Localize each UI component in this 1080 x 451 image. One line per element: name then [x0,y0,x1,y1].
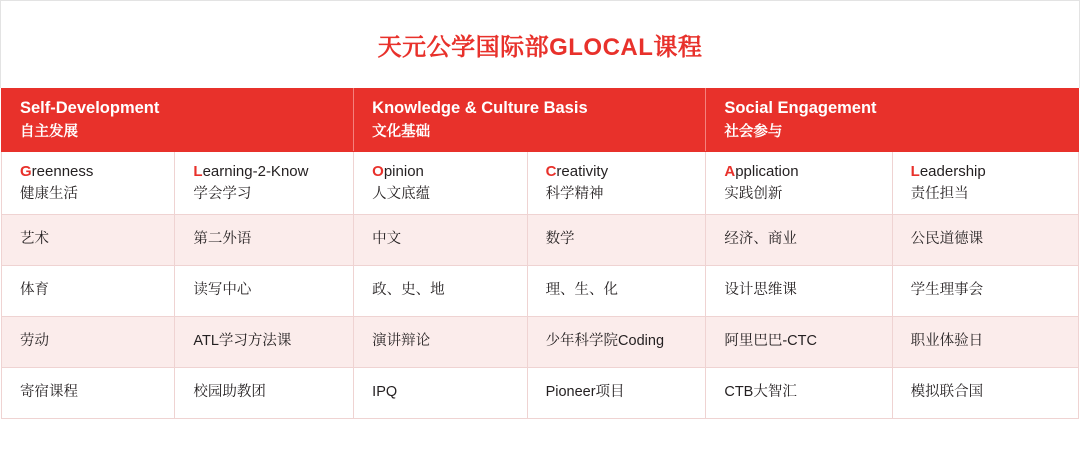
pillar-leadership [892,152,1078,215]
group-header-social-engagement [706,89,1079,152]
group-header-row [2,89,1079,152]
course-cell: 第二外语 [175,215,354,266]
course-cell: 设计思维课 [706,266,892,317]
group-header-en: Self-Development [20,98,160,117]
course-cell: 政、史、地 [354,266,527,317]
pillar-learning-2-know [175,152,354,215]
course-cell: 职业体验日 [892,317,1078,368]
pillar-initial: C [545,162,557,180]
course-cell: 数学 [527,215,706,266]
table-row [2,266,1079,317]
pillar-initial: G [20,162,32,180]
pillar-rest: eadership [919,162,986,180]
course-cell: 公民道德课 [892,215,1078,266]
course-cell: 校园助教团 [175,368,354,419]
course-cell: CTB大智汇 [706,368,892,419]
table-row [2,368,1079,419]
course-cell: ATL学习方法课 [175,317,354,368]
course-cell: Pioneer项目 [527,368,706,419]
pillar-en [546,161,688,183]
course-cell: 学生理事会 [892,266,1078,317]
pillar-rest: pinion [383,162,424,180]
pillar-en [193,161,335,183]
group-header-knowledge-culture-basis [354,89,706,152]
pillar-initial: L [193,162,203,180]
title-band [0,0,1080,88]
curriculum-table [1,88,1079,419]
pillar-zh: 科学精神 [545,186,604,203]
pillar-rest: reativity [556,162,609,180]
course-cell: 模拟联合国 [892,368,1078,419]
course-cell: 中文 [354,215,527,266]
pillar-en [724,161,873,183]
course-cell: 演讲辩论 [354,317,527,368]
course-cell: 艺术 [2,215,175,266]
pillar-application [706,152,892,215]
pillar-zh: 人文底蕴 [372,186,431,203]
pillar-initial: L [910,162,920,180]
course-cell: 少年科学院Coding [527,317,706,368]
pillar-rest: earning-2-Know [202,162,309,180]
group-header-zh: 自主发展 [20,124,78,141]
group-header-en: Knowledge & Culture Basis [372,98,588,117]
pillar-rest: reenness [31,162,94,180]
table-row [2,215,1079,266]
course-cell: 寄宿课程 [2,368,175,419]
course-cell: 理、生、化 [527,266,706,317]
pillar-rest: pplication [735,162,799,180]
pillar-zh: 责任担当 [910,186,969,203]
course-cell: 读写中心 [175,266,354,317]
course-cell: 经济、商业 [706,215,892,266]
course-cell: 体育 [2,266,175,317]
group-header-zh: 文化基础 [372,124,431,141]
table-row [2,317,1079,368]
course-cell: 劳动 [2,317,175,368]
course-cell: 阿里巴巴-CTC [706,317,892,368]
pillar-greenness [2,152,175,215]
pillar-zh: 实践创新 [724,186,783,203]
pillar-en [20,161,156,183]
pillar-en [372,161,508,183]
group-header-zh: 社会参与 [724,124,783,141]
pillar-creativity [527,152,706,215]
page-title: 天元公学国际部GLOCAL课程 [377,34,703,61]
pillar-initial: A [724,162,736,180]
pillar-en [911,161,1060,183]
pillar-opinion [354,152,527,215]
group-header-en: Social Engagement [724,98,877,117]
course-cell: IPQ [354,368,527,419]
pillar-initial: O [372,162,384,180]
pillar-zh: 学会学习 [193,186,252,203]
group-header-self-development [2,89,354,152]
pillar-row [2,152,1079,215]
pillar-zh: 健康生活 [20,186,78,203]
